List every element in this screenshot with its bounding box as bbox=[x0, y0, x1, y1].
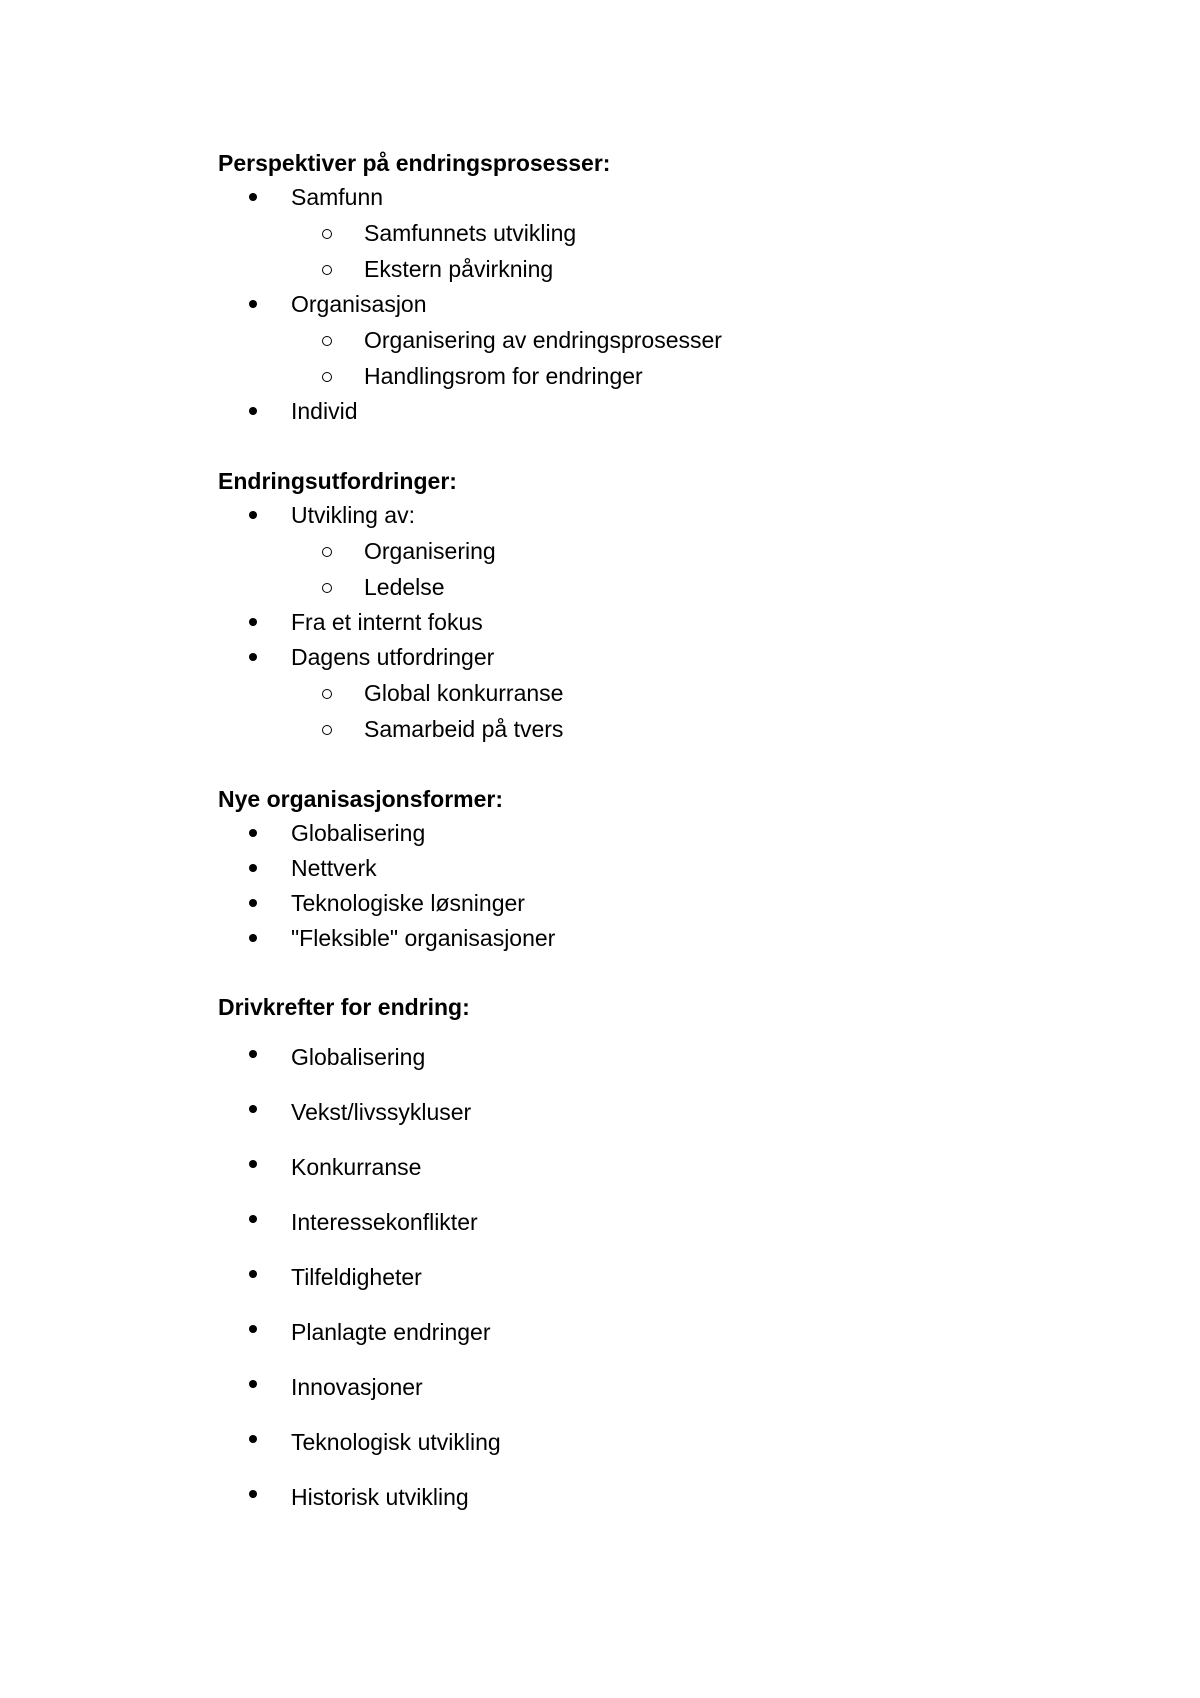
list-item-label: Innovasjoner bbox=[291, 1374, 423, 1400]
list-item bbox=[218, 921, 1038, 956]
bullet-icon bbox=[249, 934, 257, 942]
section-drivkrefter bbox=[218, 990, 1038, 1525]
sub-list-item bbox=[291, 215, 1038, 251]
sub-list bbox=[291, 322, 1038, 394]
bullet-icon bbox=[249, 1105, 257, 1113]
circle-bullet-icon bbox=[322, 372, 332, 382]
list-item-label: Utvikling av: bbox=[291, 502, 415, 528]
sub-list-item-label: Organisering av endringsprosesser bbox=[364, 327, 722, 353]
list-item bbox=[218, 287, 1038, 394]
list-item bbox=[218, 640, 1038, 747]
sub-list-item bbox=[291, 251, 1038, 287]
circle-bullet-icon bbox=[322, 229, 332, 239]
sub-list-item-label: Samfunnets utvikling bbox=[364, 220, 577, 246]
sub-list-item-label: Samarbeid på tvers bbox=[364, 716, 564, 742]
bullet-list bbox=[218, 180, 1038, 429]
circle-bullet-icon bbox=[322, 336, 332, 346]
list-item-label: Historisk utvikling bbox=[291, 1484, 469, 1510]
list-item bbox=[218, 1250, 1038, 1305]
list-item bbox=[218, 605, 1038, 640]
section-heading: Endringsutfordringer: bbox=[218, 468, 457, 494]
bullet-list bbox=[218, 498, 1038, 747]
list-item bbox=[218, 1360, 1038, 1415]
bullet-icon bbox=[249, 1215, 257, 1223]
circle-bullet-icon bbox=[322, 547, 332, 557]
sub-list-item bbox=[291, 569, 1038, 605]
list-item-label: Organisasjon bbox=[291, 291, 427, 317]
circle-bullet-icon bbox=[322, 689, 332, 699]
list-item bbox=[218, 851, 1038, 886]
sub-list-item bbox=[291, 322, 1038, 358]
bullet-icon bbox=[249, 899, 257, 907]
sub-list-item-label: Ledelse bbox=[364, 574, 445, 600]
list-item-label: Dagens utfordringer bbox=[291, 644, 495, 670]
section-nye-organisasjonsformer bbox=[218, 782, 1038, 956]
list-item bbox=[218, 1195, 1038, 1250]
sub-list bbox=[291, 675, 1038, 747]
section-heading: Perspektiver på endringsprosesser: bbox=[218, 150, 611, 176]
list-item bbox=[218, 1085, 1038, 1140]
sub-list-item bbox=[291, 711, 1038, 747]
bullet-icon bbox=[249, 1435, 257, 1443]
section-endringsutfordringer bbox=[218, 464, 1038, 747]
sub-list-item-label: Organisering bbox=[364, 538, 496, 564]
bullet-icon bbox=[249, 653, 257, 661]
bullet-icon bbox=[249, 1380, 257, 1388]
bullet-icon bbox=[249, 829, 257, 837]
circle-bullet-icon bbox=[322, 265, 332, 275]
list-item-label: Samfunn bbox=[291, 184, 384, 210]
list-item bbox=[218, 816, 1038, 851]
list-item-label: "Fleksible" organisasjoner bbox=[291, 925, 556, 951]
list-item bbox=[218, 180, 1038, 287]
circle-bullet-icon bbox=[322, 725, 332, 735]
list-item-label: Nettverk bbox=[291, 855, 377, 881]
list-item bbox=[218, 886, 1038, 921]
bullet-icon bbox=[249, 407, 257, 415]
section-heading: Nye organisasjonsformer: bbox=[218, 786, 504, 812]
list-item-label: Globalisering bbox=[291, 1044, 426, 1070]
list-item-label: Interessekonflikter bbox=[291, 1209, 478, 1235]
list-item bbox=[218, 1415, 1038, 1470]
sub-list-item bbox=[291, 358, 1038, 394]
sub-list bbox=[291, 533, 1038, 605]
sub-list-item-label: Ekstern påvirkning bbox=[364, 256, 554, 282]
bullet-icon bbox=[249, 1325, 257, 1333]
bullet-icon bbox=[249, 1050, 257, 1058]
bullet-list bbox=[218, 816, 1038, 956]
bullet-icon bbox=[249, 1490, 257, 1498]
list-item bbox=[218, 1140, 1038, 1195]
list-item-label: Tilfeldigheter bbox=[291, 1264, 422, 1290]
list-item bbox=[218, 394, 1038, 429]
sub-list-item bbox=[291, 675, 1038, 711]
bullet-icon bbox=[249, 1270, 257, 1278]
list-item-label: Teknologiske løsninger bbox=[291, 890, 525, 916]
sub-list-item-label: Handlingsrom for endringer bbox=[364, 363, 643, 389]
list-item-label: Teknologisk utvikling bbox=[291, 1429, 501, 1455]
list-item-label: Planlagte endringer bbox=[291, 1319, 491, 1345]
sub-list-item bbox=[291, 533, 1038, 569]
bullet-icon bbox=[249, 618, 257, 626]
circle-bullet-icon bbox=[322, 583, 332, 593]
list-item-label: Globalisering bbox=[291, 820, 426, 846]
section-perspektiver bbox=[218, 146, 1038, 429]
sub-list bbox=[291, 215, 1038, 287]
sub-list-item-label: Global konkurranse bbox=[364, 680, 564, 706]
list-item bbox=[218, 1030, 1038, 1085]
bullet-icon bbox=[249, 300, 257, 308]
bullet-icon bbox=[249, 511, 257, 519]
list-item-label: Individ bbox=[291, 398, 358, 424]
list-item bbox=[218, 1305, 1038, 1360]
bullet-icon bbox=[249, 193, 257, 201]
bullet-icon bbox=[249, 864, 257, 872]
list-item-label: Fra et internt fokus bbox=[291, 609, 483, 635]
list-item-label: Vekst/livssykluser bbox=[291, 1099, 472, 1125]
list-item-label: Konkurranse bbox=[291, 1154, 422, 1180]
list-item bbox=[218, 498, 1038, 605]
bullet-list bbox=[218, 1030, 1038, 1525]
bullet-icon bbox=[249, 1160, 257, 1168]
list-item bbox=[218, 1470, 1038, 1525]
section-heading: Drivkrefter for endring: bbox=[218, 994, 470, 1020]
